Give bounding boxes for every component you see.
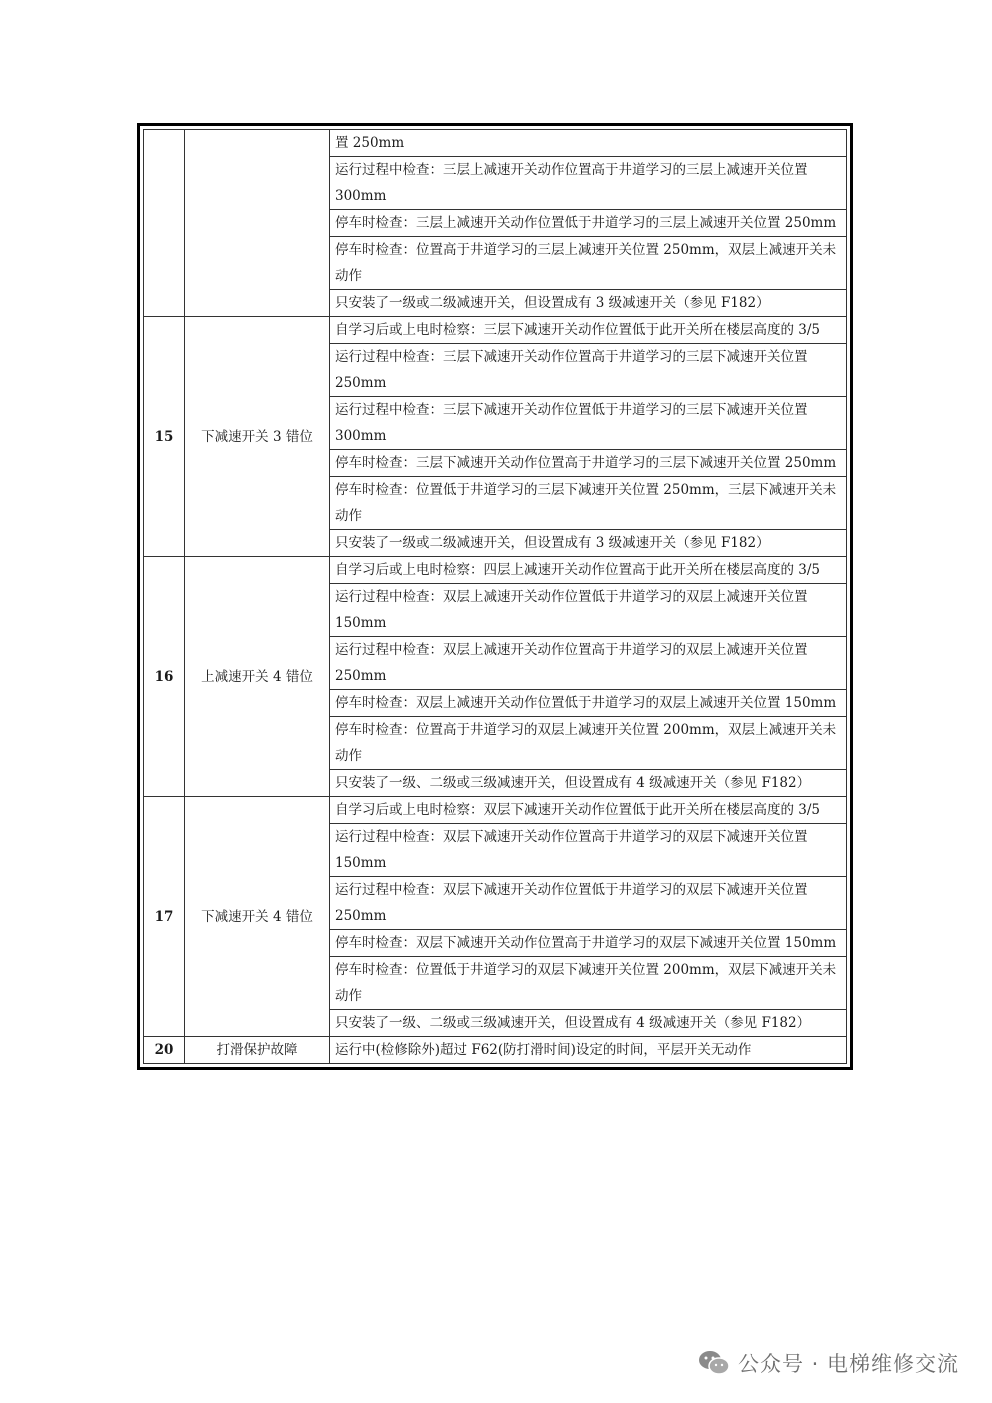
fault-name-cell: 上减速开关 4 错位	[185, 557, 330, 797]
fault-table-frame	[137, 123, 853, 1070]
fault-description: 停车时检查：位置高于井道学习的双层上减速开关位置 200mm，双层上减速开关未动作	[330, 717, 847, 770]
fault-table	[143, 129, 847, 1064]
fault-description: 运行过程中检查：三层下减速开关动作位置低于井道学习的三层下减速开关位置 300mm	[330, 397, 847, 450]
fault-code-cell: 20	[144, 1037, 185, 1064]
table-row	[144, 797, 847, 824]
fault-description: 置 250mm	[330, 130, 847, 157]
table-row	[144, 130, 847, 157]
fault-name-cell: 下减速开关 4 错位	[185, 797, 330, 1037]
fault-description: 运行中(检修除外)超过 F62(防打滑时间)设定的时间，平层开关无动作	[330, 1037, 847, 1064]
fault-description: 只安装了一级、二级或三级减速开关，但设置成有 4 级减速开关（参见 F182）	[330, 1010, 847, 1037]
fault-description: 只安装了一级或二级减速开关，但设置成有 3 级减速开关（参见 F182）	[330, 290, 847, 317]
fault-description: 停车时检查：位置低于井道学习的双层下减速开关位置 200mm，双层下减速开关未动作	[330, 957, 847, 1010]
fault-description: 只安装了一级或二级减速开关，但设置成有 3 级减速开关（参见 F182）	[330, 530, 847, 557]
fault-description: 运行过程中检查：三层上减速开关动作位置高于井道学习的三层上减速开关位置 300mm	[330, 157, 847, 210]
fault-description: 只安装了一级、二级或三级减速开关，但设置成有 4 级减速开关（参见 F182）	[330, 770, 847, 797]
fault-description: 停车时检查：位置高于井道学习的三层上减速开关位置 250mm，双层上减速开关未动作	[330, 237, 847, 290]
fault-description: 停车时检查：双层上减速开关动作位置低于井道学习的双层上减速开关位置 150mm	[330, 690, 847, 717]
watermark	[698, 1345, 959, 1381]
fault-code-cell	[144, 130, 185, 317]
fault-description: 自学习后或上电时检察：双层下减速开关动作位置低于此开关所在楼层高度的 3/5	[330, 797, 847, 824]
table-row	[144, 317, 847, 344]
fault-description: 自学习后或上电时检察：四层上减速开关动作位置高于此开关所在楼层高度的 3/5	[330, 557, 847, 584]
fault-code-cell: 17	[144, 797, 185, 1037]
watermark-text: 公众号 · 电梯维修交流	[737, 1352, 959, 1376]
fault-description: 停车时检查：三层下减速开关动作位置高于井道学习的三层下减速开关位置 250mm	[330, 450, 847, 477]
fault-code-cell: 15	[144, 317, 185, 557]
fault-description: 运行过程中检查：双层下减速开关动作位置低于井道学习的双层下减速开关位置 250mm	[330, 877, 847, 930]
fault-name-cell	[185, 130, 330, 317]
fault-description: 停车时检查：三层上减速开关动作位置低于井道学习的三层上减速开关位置 250mm	[330, 210, 847, 237]
table-row	[144, 1037, 847, 1064]
fault-description: 运行过程中检查：双层上减速开关动作位置高于井道学习的双层上减速开关位置 250mm	[330, 637, 847, 690]
fault-name-cell: 打滑保护故障	[185, 1037, 330, 1064]
fault-description: 运行过程中检查：双层上减速开关动作位置低于井道学习的双层上减速开关位置 150mm	[330, 584, 847, 637]
table-row	[144, 557, 847, 584]
fault-description: 自学习后或上电时检察：三层下减速开关动作位置低于此开关所在楼层高度的 3/5	[330, 317, 847, 344]
wechat-icon	[698, 1349, 730, 1377]
fault-description: 运行过程中检查：三层下减速开关动作位置高于井道学习的三层下减速开关位置 250mm	[330, 344, 847, 397]
fault-description: 运行过程中检查：双层下减速开关动作位置高于井道学习的双层下减速开关位置 150mm	[330, 824, 847, 877]
fault-name-cell: 下减速开关 3 错位	[185, 317, 330, 557]
fault-description: 停车时检查：双层下减速开关动作位置高于井道学习的双层下减速开关位置 150mm	[330, 930, 847, 957]
fault-code-cell: 16	[144, 557, 185, 797]
fault-description: 停车时检查：位置低于井道学习的三层下减速开关位置 250mm，三层下减速开关未动作	[330, 477, 847, 530]
